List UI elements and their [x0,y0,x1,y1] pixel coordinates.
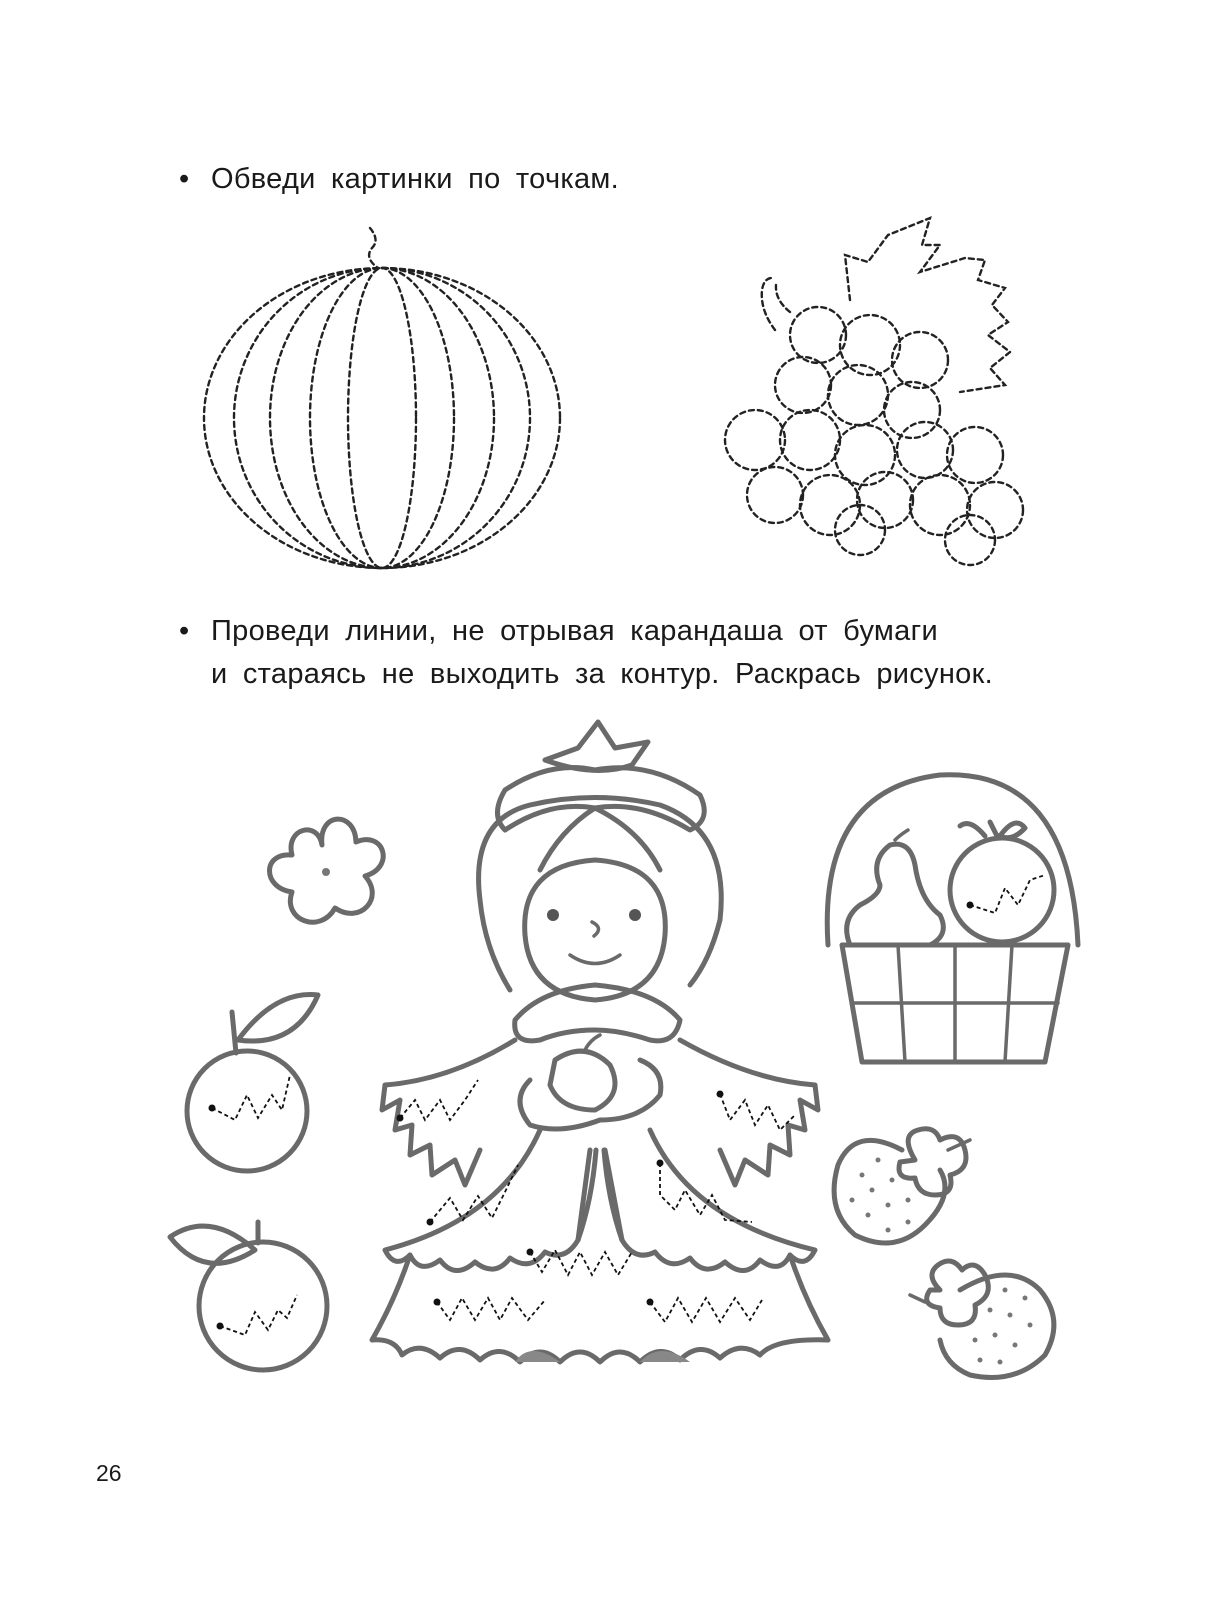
flower-icon [270,819,384,922]
grapes-dotted-icon [725,218,1023,565]
fruit-basket-icon [827,775,1078,1062]
strawberry-icon [834,1129,970,1243]
instruction-line: Обведи картинки по точкам. [211,163,619,195]
princess-figure-icon [372,722,828,1362]
instruction-line: и стараясь не выходить за контур. Раскрась рисунок. [211,658,993,690]
watermelon-dotted-icon [204,228,560,568]
apple-icon [187,995,318,1171]
bullet: • [179,163,190,195]
bullet: • [179,615,190,647]
page-number: 26 [96,1460,122,1486]
strawberry-icon [910,1261,1054,1378]
dress-trace-guides [397,1080,796,1322]
instruction-line: Проведи линии, не отрывая карандаша от бумаги [211,615,938,647]
apple-icon [170,1222,327,1370]
